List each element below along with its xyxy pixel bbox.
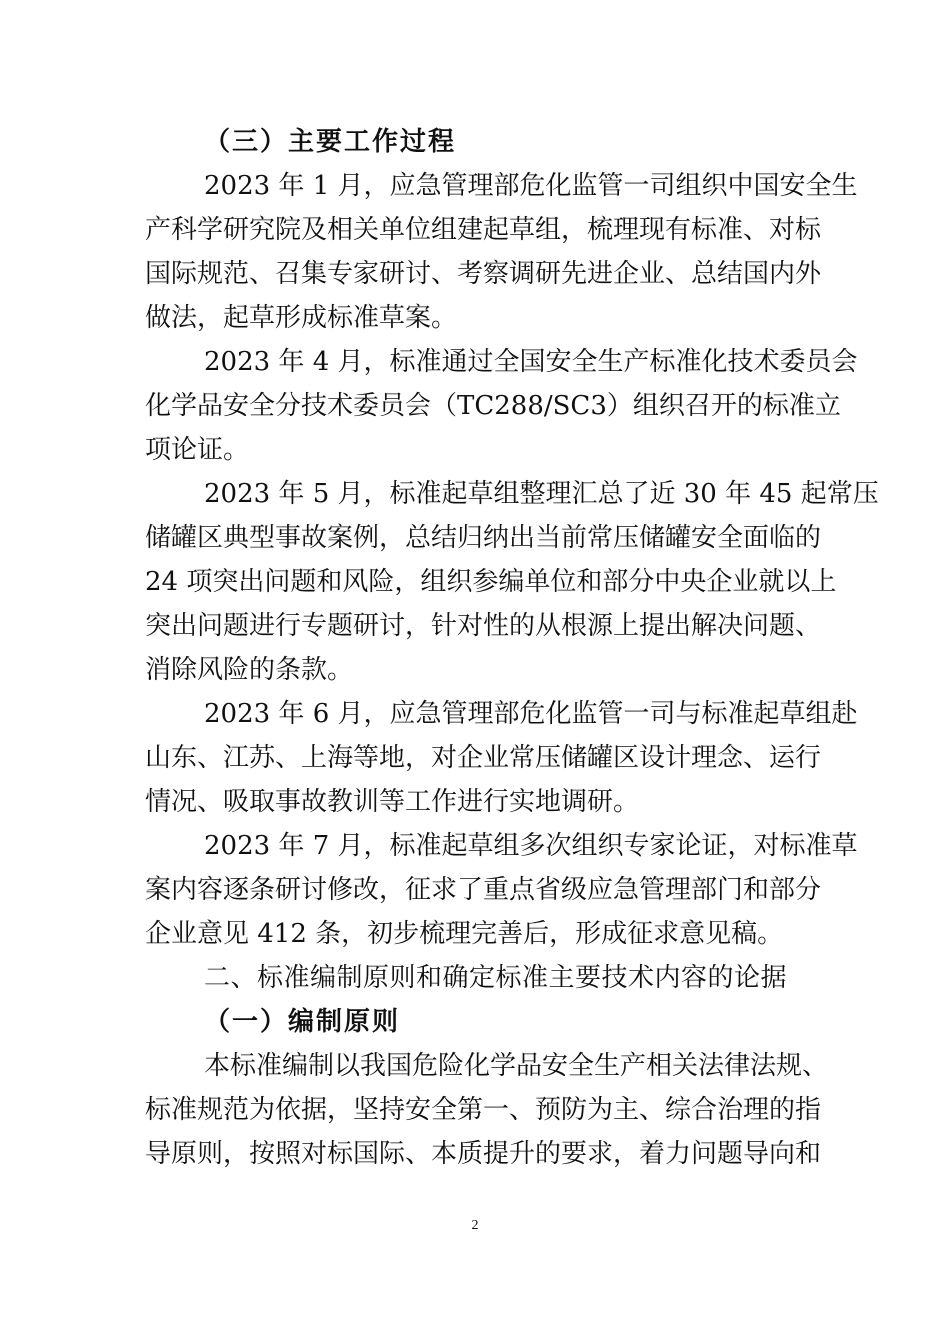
text-line: 化学品安全分技术委员会（TC288/SC3）组织召开的标准立 <box>145 391 841 421</box>
text-line: 情况、吸取事故教训等工作进行实地调研。 <box>145 787 640 817</box>
paragraph-2023-jun <box>145 692 858 824</box>
text-line: 国际规范、召集专家研讨、考察调研先进企业、总结国内外 <box>145 259 822 289</box>
text-line: 标准规范为依据，坚持安全第一、预防为主、综合治理的指 <box>145 1095 822 1125</box>
text-line: 本标准编制以我国危险化学品安全生产相关法律法规、 <box>204 1051 829 1081</box>
text-line: 2023 年 4 月，标准通过全国安全生产标准化技术委员会 <box>204 347 858 377</box>
text-line: 案内容逐条研讨修改，征求了重点省级应急管理部门和部分 <box>145 875 822 905</box>
text-line: 24 项突出问题和风险，组织参编单位和部分中央企业就以上 <box>145 567 837 597</box>
text-line: 2023 年 6 月，应急管理部危化监管一司与标准起草组赴 <box>204 699 858 729</box>
text-line: 导原则，按照对标国际、本质提升的要求，着力问题导向和 <box>145 1139 822 1169</box>
text-line: 山东、江苏、上海等地，对企业常压储罐区设计理念、运行 <box>145 743 822 773</box>
paragraph-2023-apr <box>145 340 858 472</box>
subheading-compilation-principles: （一）编制原则 <box>204 1007 401 1037</box>
paragraph-2023-jan <box>145 164 858 340</box>
subheading-work-process: （三）主要工作过程 <box>204 127 457 157</box>
paragraph-2023-jul <box>145 824 858 956</box>
text-line: 突出问题进行专题研讨，针对性的从根源上提出解决问题、 <box>145 611 822 641</box>
text-line: 项论证。 <box>145 435 250 465</box>
paragraph-principles <box>145 1044 829 1176</box>
page-number: 2 <box>471 1218 479 1233</box>
document-body <box>145 120 879 1176</box>
text-line: 消除风险的条款。 <box>145 655 354 685</box>
paragraph-2023-may <box>145 472 879 692</box>
text-line: 2023 年 5 月，标准起草组整理汇总了近 30 年 45 起常压 <box>204 479 879 509</box>
text-line: 储罐区典型事故案例，总结归纳出当前常压储罐安全面临的 <box>145 523 822 553</box>
text-line: 做法，起草形成标准草案。 <box>145 303 458 333</box>
text-line: 2023 年 7 月，标准起草组多次组织专家论证，对标准草 <box>204 831 858 861</box>
text-line: 产科学研究院及相关单位组建起草组，梳理现有标准、对标 <box>145 215 822 245</box>
text-line: 企业意见 412 条，初步梳理完善后，形成征求意见稿。 <box>145 919 784 949</box>
text-line: 2023 年 1 月，应急管理部危化监管一司组织中国安全生 <box>204 171 858 201</box>
section-heading-principles-and-basis: 二、标准编制原则和确定标准主要技术内容的论据 <box>204 963 788 993</box>
